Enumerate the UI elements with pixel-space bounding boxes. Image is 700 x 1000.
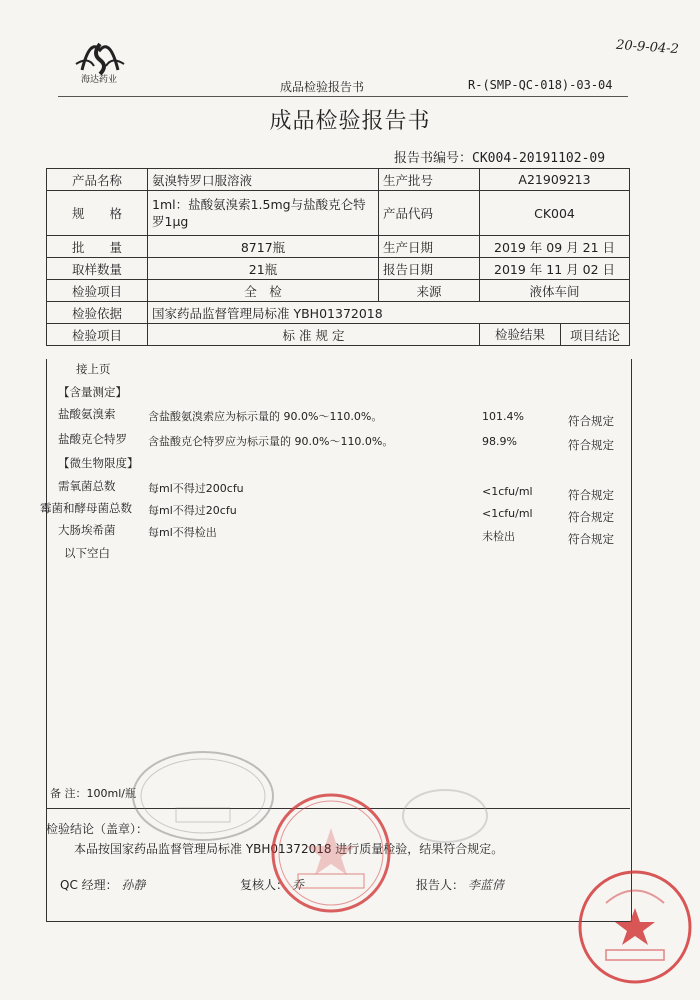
quality-dept-red-stamp-icon	[576, 868, 694, 986]
row5-name: 大肠埃希菌	[58, 523, 116, 537]
conclusion-label: 检验结论（盖章）：	[46, 822, 149, 836]
info-table	[46, 168, 630, 346]
prod-date-label: 生产日期	[379, 236, 480, 258]
row5-result: 未检出	[482, 530, 515, 543]
row1-conclusion: 符合规定	[568, 414, 614, 428]
prod-date: 2019 年 09 月 21 日	[480, 236, 630, 258]
basis-label: 检验依据	[47, 302, 148, 324]
col-std-header: 标 准 规 定	[148, 324, 480, 346]
report-number	[394, 147, 605, 166]
source: 液体车间	[480, 280, 630, 302]
col-conclusion-header: 项目结论	[569, 327, 620, 343]
header-divider	[58, 96, 628, 97]
row3-result: <1cfu/ml	[482, 485, 533, 498]
col-result-header: 检验结果	[480, 324, 561, 345]
spec-label: 规 格	[47, 191, 148, 236]
section-micro: 【微生物限度】	[58, 456, 139, 470]
product-name: 氨溴特罗口服溶液	[148, 169, 379, 191]
batch-qty-label: 批 量	[47, 236, 148, 258]
section-assay: 【含量测定】	[58, 385, 127, 399]
row1-result: 101.4%	[482, 410, 524, 423]
test-items-label: 检验项目	[47, 280, 148, 302]
reporter-label: 报告人：	[416, 878, 465, 892]
col-item-header: 检验项目	[47, 324, 148, 346]
row3-name: 需氧菌总数	[58, 479, 116, 493]
qc-red-stamp-icon	[268, 790, 394, 916]
product-name-label: 产品名称	[47, 169, 148, 191]
row2-name: 盐酸克仑特罗	[58, 432, 127, 446]
qc-manager-signature: 孙静	[121, 878, 146, 892]
row3-std: 每ml不得过200cfu	[148, 482, 244, 495]
qc-manager	[60, 876, 145, 893]
result-conclusion-header	[480, 324, 630, 346]
batch-no: A21909213	[480, 169, 630, 191]
batch-qty: 8717瓶	[148, 236, 379, 258]
row5-conclusion: 符合规定	[568, 532, 614, 546]
handwritten-date: 20-9-04-2	[615, 37, 680, 58]
batch-no-label: 生产批号	[379, 169, 480, 191]
spec: 1ml：盐酸氨溴索1.5mg与盐酸克仑特罗1μg	[148, 191, 379, 236]
row3-conclusion: 符合规定	[568, 488, 614, 502]
report-date-label: 报告日期	[379, 258, 480, 280]
report-date: 2019 年 11 月 02 日	[480, 258, 630, 280]
reviewer-signature: 乔	[291, 878, 304, 892]
doc-code: R-(SMP-QC-018)-03-04	[468, 78, 613, 92]
qc-manager-label: QC 经理：	[60, 878, 118, 892]
reporter	[416, 876, 504, 893]
row2-conclusion: 符合规定	[568, 438, 614, 452]
sample-qty-label: 取样数量	[47, 258, 148, 280]
sample-qty: 21瓶	[148, 258, 379, 280]
blank-below-label: 以下空白	[64, 546, 110, 560]
reviewer-label: 复核人：	[240, 878, 289, 892]
row2-std: 含盐酸克仑特罗应为标示量的 90.0%～110.0%。	[148, 435, 394, 448]
doc-name: 成品检验报告书	[280, 80, 365, 94]
report-number-label: 报告书编号：	[394, 151, 473, 166]
row4-name: 霉菌和酵母菌总数	[40, 501, 132, 515]
row2-result: 98.9%	[482, 435, 517, 448]
row4-conclusion: 符合规定	[568, 510, 614, 524]
continued-label: 接上页	[76, 362, 111, 376]
product-code-label: 产品代码	[379, 191, 480, 236]
product-code: CK004	[480, 191, 630, 236]
row1-std: 含盐酸氨溴索应为标示量的 90.0%～110.0%。	[148, 410, 383, 423]
row4-std: 每ml不得过20cfu	[148, 504, 237, 517]
logo-text: 海达药业	[80, 75, 117, 85]
row5-std: 每ml不得检出	[148, 526, 217, 539]
faded-stamp-icon	[400, 786, 490, 846]
report-number-value: CK004-20191102-09	[472, 151, 606, 166]
company-stamp-faded-icon	[128, 746, 278, 846]
basis: 国家药品监督管理局标准 YBH01372018	[148, 302, 630, 324]
conclusion-text: 本品按国家药品监督管理局标准 YBH01372018 进行质量检验，结果符合规定。	[74, 842, 504, 856]
row1-name: 盐酸氨溴索	[58, 407, 116, 421]
page-title: 成品检验报告书	[269, 109, 431, 134]
reporter-signature: 李蓝倩	[467, 878, 504, 892]
note: 备 注：100ml/瓶	[50, 787, 136, 800]
source-label: 来源	[379, 280, 480, 302]
row4-result: <1cfu/ml	[482, 507, 533, 520]
test-items: 全 检	[148, 280, 379, 302]
